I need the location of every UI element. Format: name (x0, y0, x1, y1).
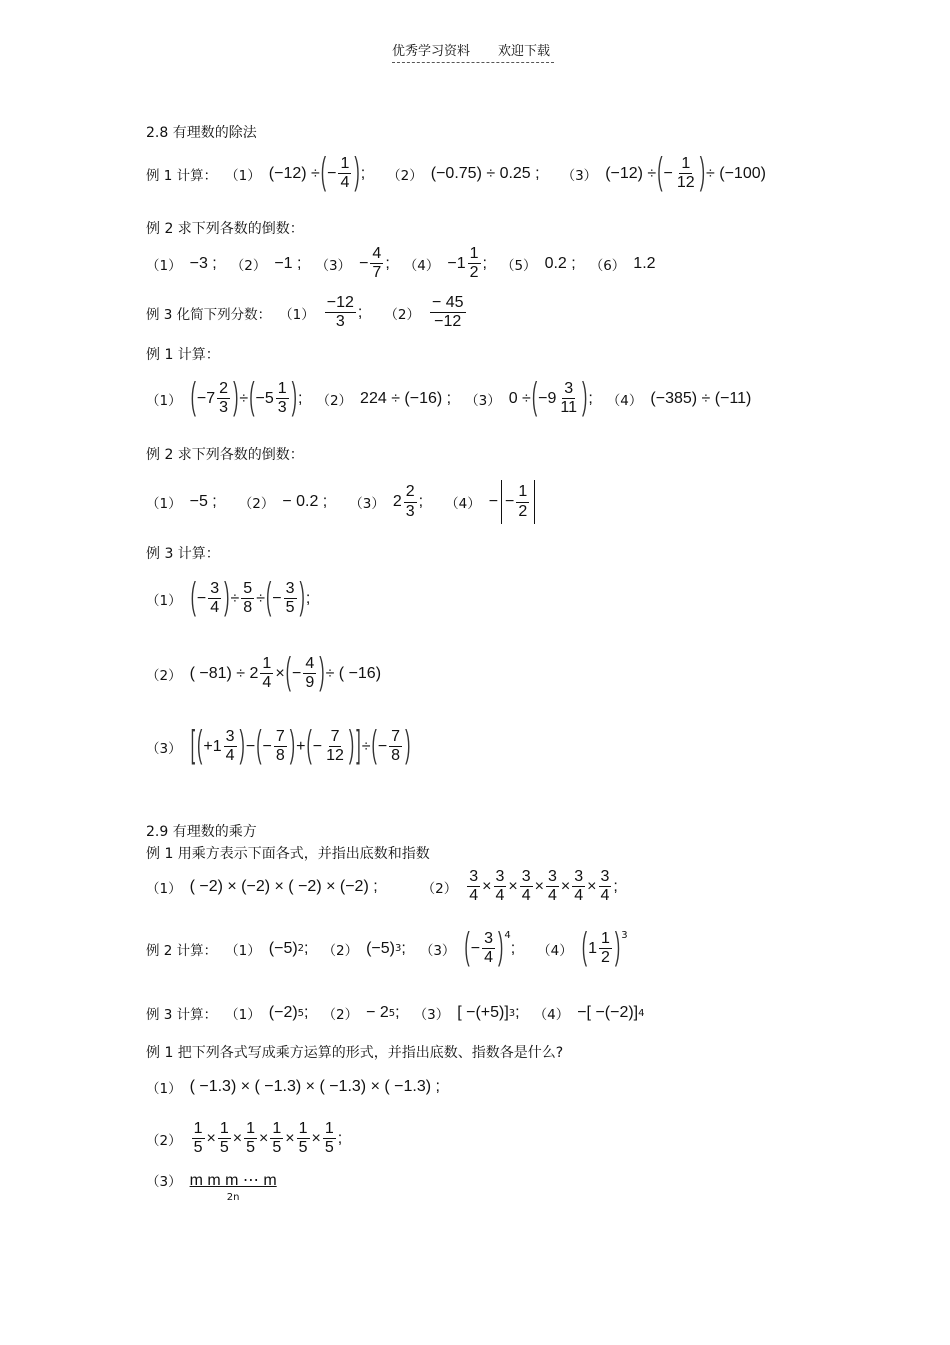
page-header (392, 40, 554, 63)
section-title-2-9: 2.9 有理数的乘方 (146, 824, 257, 840)
s29-ex1: （1） ( −2) × (−2) × ( −2) × (−2) ; （2） $\frac{3}{4}$ × $\frac{3}{4}$ × $\frac{3}{4}$ × $\frac{3}{4}$ × $\frac{3}{4}$ × $\frac{3}{4}$ ; (146, 868, 618, 905)
s29-ex3: 例 3 计算： （1） (−2) 5 ; （2） − 2 5 ; （3） [ −(+5)] 3 ; （4） −[ −(−2)] 4 (146, 1004, 645, 1023)
s28-ex3: 例 3 化简下列分数： （1） $\frac{-12}{3}$ ; （2） $\frac{- 45}{-12}$ (146, 294, 464, 331)
s28-ex2: （1） −3 ; （2） −1 ; （3） − $\frac{4}{7}$ ; （4） −1 $\frac{1}{2}$ ; （5） 0.2 ; （6） 1.2 (146, 245, 656, 282)
s28-ex3b-2: （2） ( −81) ÷ 2 $\frac{1}{4}$ × ( − $\frac{4}{9}$ ) ÷ ( −16) (146, 652, 382, 694)
s29-ex1b-label: 例 1 把下列各式写成乘方运算的形式，并指出底数、指数各是什么? (146, 1045, 564, 1061)
s29-ex1b-2: （2） $\frac{1}{5}$ × $\frac{1}{5}$ × $\frac{1}{5}$ × $\frac{1}{5}$ × $\frac{1}{5}$ × $\frac{1}{5}$ ; (146, 1120, 343, 1157)
s28-ex3b-3: （3） [ ( +1 $\frac{3}{4}$ ) − ( − $\frac{7}{8}$ ) + ( − $\frac{7}{12}$ ) ] ÷ ( − $\frac{7}{8}$ ) (146, 725, 411, 767)
s28-ex1: 例 1 计算： （1） (−12) ÷ ( − $\frac{1}{4}$ ) ; （2） (−0.75) ÷ 0.25 ; （3） (−12) ÷ ( − $\frac{1}{12}$ ) ÷ (−100) (146, 152, 766, 194)
header-left: 优秀学习资料 (392, 44, 471, 59)
s28-ex2-label: 例 2 求下列各数的倒数： (146, 221, 304, 237)
s28-ex3b-1: （1） ( − $\frac{3}{4}$ ) ÷ $\frac{5}{8}$ ÷ ( − $\frac{3}{5}$ ) ; (146, 577, 311, 619)
s28-ex2b: （1） −5 ; （2） − 0.2 ; （3） 2 $\frac{2}{3}$ ; （4） − − $\frac{1}{2}$ (146, 480, 890, 524)
s28-ex1b-label: 例 1 计算： (146, 347, 220, 363)
section-title-2-8: 2.8 有理数的除法 (146, 125, 257, 141)
s28-ex3b-label: 例 3 计算： (146, 546, 220, 562)
s29-ex1b-1: （1） ( −1.3) × ( −1.3) × ( −1.3) × ( −1.3) ; (146, 1078, 440, 1097)
s28-ex2b-label: 例 2 求下列各数的倒数： (146, 447, 304, 463)
s29-ex2: 例 2 计算： （1） (−5) 2 ; （2） (−5) 3 ; （3） ( − $\frac{3}{4}$ ) $^4$ ; （4） ( 1 $\frac{1}{2}$ ) $^3$ (146, 927, 628, 969)
header-right: 欢迎下载 (498, 44, 551, 59)
s28-ex1b: （1） ( −7 $\frac{2}{3}$ ) ÷ ( −5 $\frac{1}{3}$ ) ; （2） 224 ÷ (−16) ; （3） 0 ÷ ( −9 $\frac{3}{11}$ ) ; （4） (−385) ÷ (−11) (146, 377, 752, 419)
s29-ex1-label: 例 1 用乘方表示下面各式，并指出底数和指数 (146, 846, 430, 862)
s29-ex1b-3: （3） m m m ⋯ m 2n (146, 1172, 277, 1203)
